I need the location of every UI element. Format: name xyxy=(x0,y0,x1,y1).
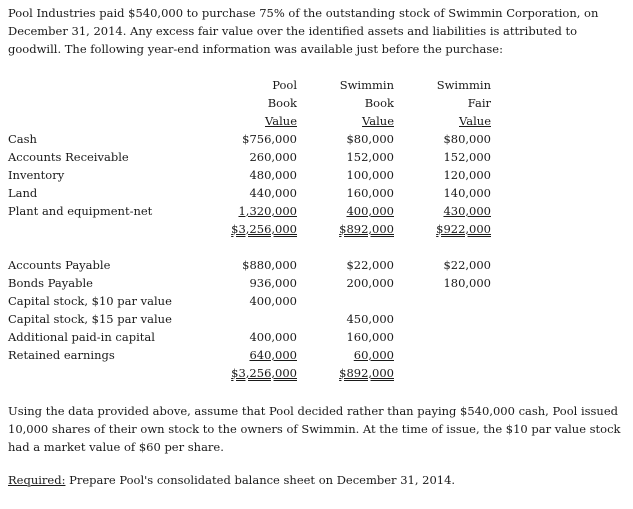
row-label: Accounts Payable xyxy=(8,258,111,272)
row-label: Plant and equipment-net xyxy=(8,204,153,218)
swimmin-fair-value: 152,000 xyxy=(443,150,491,164)
header-line: Swimmin xyxy=(436,78,491,92)
pool-value: $756,000 xyxy=(242,132,297,146)
row-label: Capital stock, $10 par value xyxy=(8,294,172,308)
required-paragraph xyxy=(8,471,628,489)
header-line: Book xyxy=(364,96,394,110)
pool-total: $3,256,000 xyxy=(231,366,297,380)
table-row xyxy=(0,166,633,184)
header-line: Value xyxy=(459,114,491,128)
pool-value: 1,320,000 xyxy=(238,204,297,218)
table-row xyxy=(0,256,633,274)
table-row xyxy=(0,130,633,148)
table-row xyxy=(0,328,633,346)
swimmin-book-value: 200,000 xyxy=(346,276,394,290)
header-line: Value xyxy=(265,114,297,128)
total-row xyxy=(0,220,633,238)
pool-value: 640,000 xyxy=(249,348,297,362)
swimmin-book-value: $80,000 xyxy=(346,132,394,146)
table-row xyxy=(0,184,633,202)
header-swimmin-fair-value xyxy=(437,76,491,130)
pool-value: 400,000 xyxy=(249,294,297,308)
row-label: Cash xyxy=(8,132,37,146)
row-label: Additional paid-in capital xyxy=(8,330,155,344)
swimmin-fair-value: 140,000 xyxy=(443,186,491,200)
header-line: Swimmin xyxy=(339,78,394,92)
header-pool-book-value xyxy=(265,76,297,130)
pool-value: 440,000 xyxy=(249,186,297,200)
header-line: Book xyxy=(267,96,297,110)
swimmin-book-value: 152,000 xyxy=(346,150,394,164)
swimmin-fair-value: $80,000 xyxy=(443,132,491,146)
row-label: Bonds Payable xyxy=(8,276,93,290)
row-label: Land xyxy=(8,186,38,200)
table-row xyxy=(0,346,633,364)
table-row xyxy=(0,274,633,292)
header-line: Pool xyxy=(272,78,297,92)
swimmin-book-value: 60,000 xyxy=(353,348,394,362)
header-line: Fair xyxy=(467,96,491,110)
table-row xyxy=(0,292,633,310)
pool-value: $880,000 xyxy=(242,258,297,272)
swimmin-book-value: 450,000 xyxy=(346,312,394,326)
row-label: Inventory xyxy=(8,168,65,182)
pool-value: 400,000 xyxy=(249,330,297,344)
swimmin-book-total: $892,000 xyxy=(339,366,394,380)
swimmin-book-value: 100,000 xyxy=(346,168,394,182)
pool-value: 480,000 xyxy=(249,168,297,182)
header-swimmin-book-value xyxy=(340,76,394,130)
intro-paragraph: Pool Industries paid $540,000 to purchase 75% of the outstanding stock of Swimmin Corporation, on December 31, 2014. Any excess fair value over the identified assets and liabilities is attributed to goodwill. The following year-end information was available just before the purchase: xyxy=(8,6,599,56)
header-line: Value xyxy=(362,114,394,128)
pool-value: 936,000 xyxy=(249,276,297,290)
row-label: Retained earnings xyxy=(8,348,115,362)
swimmin-fair-total: $922,000 xyxy=(436,222,491,236)
table-row xyxy=(0,310,633,328)
row-label: Capital stock, $15 par value xyxy=(8,312,172,326)
swimmin-book-total: $892,000 xyxy=(339,222,394,236)
pool-total: $3,256,000 xyxy=(231,222,297,236)
table-row xyxy=(0,202,633,220)
total-row xyxy=(0,364,633,382)
swimmin-book-value: 160,000 xyxy=(346,330,394,344)
pool-value: 260,000 xyxy=(249,150,297,164)
required-label: Required: xyxy=(8,473,66,487)
swimmin-book-value: $22,000 xyxy=(346,258,394,272)
swimmin-fair-value: 180,000 xyxy=(443,276,491,290)
table-row xyxy=(0,148,633,166)
followup-paragraph: Using the data provided above, assume that Pool decided rather than paying $540,000 cash, Pool issued 10,000 shares of their own stock to the owners of Swimmin. At the time of issue, the $10 par value stock had a market value of $60 per share. xyxy=(8,404,621,454)
swimmin-fair-value: 430,000 xyxy=(443,204,491,218)
swimmin-fair-value: 120,000 xyxy=(443,168,491,182)
required-text: Prepare Pool's consolidated balance sheet on December 31, 2014. xyxy=(65,473,456,487)
swimmin-fair-value: $22,000 xyxy=(443,258,491,272)
row-label: Accounts Receivable xyxy=(8,150,129,164)
swimmin-book-value: 400,000 xyxy=(346,204,394,218)
swimmin-book-value: 160,000 xyxy=(346,186,394,200)
